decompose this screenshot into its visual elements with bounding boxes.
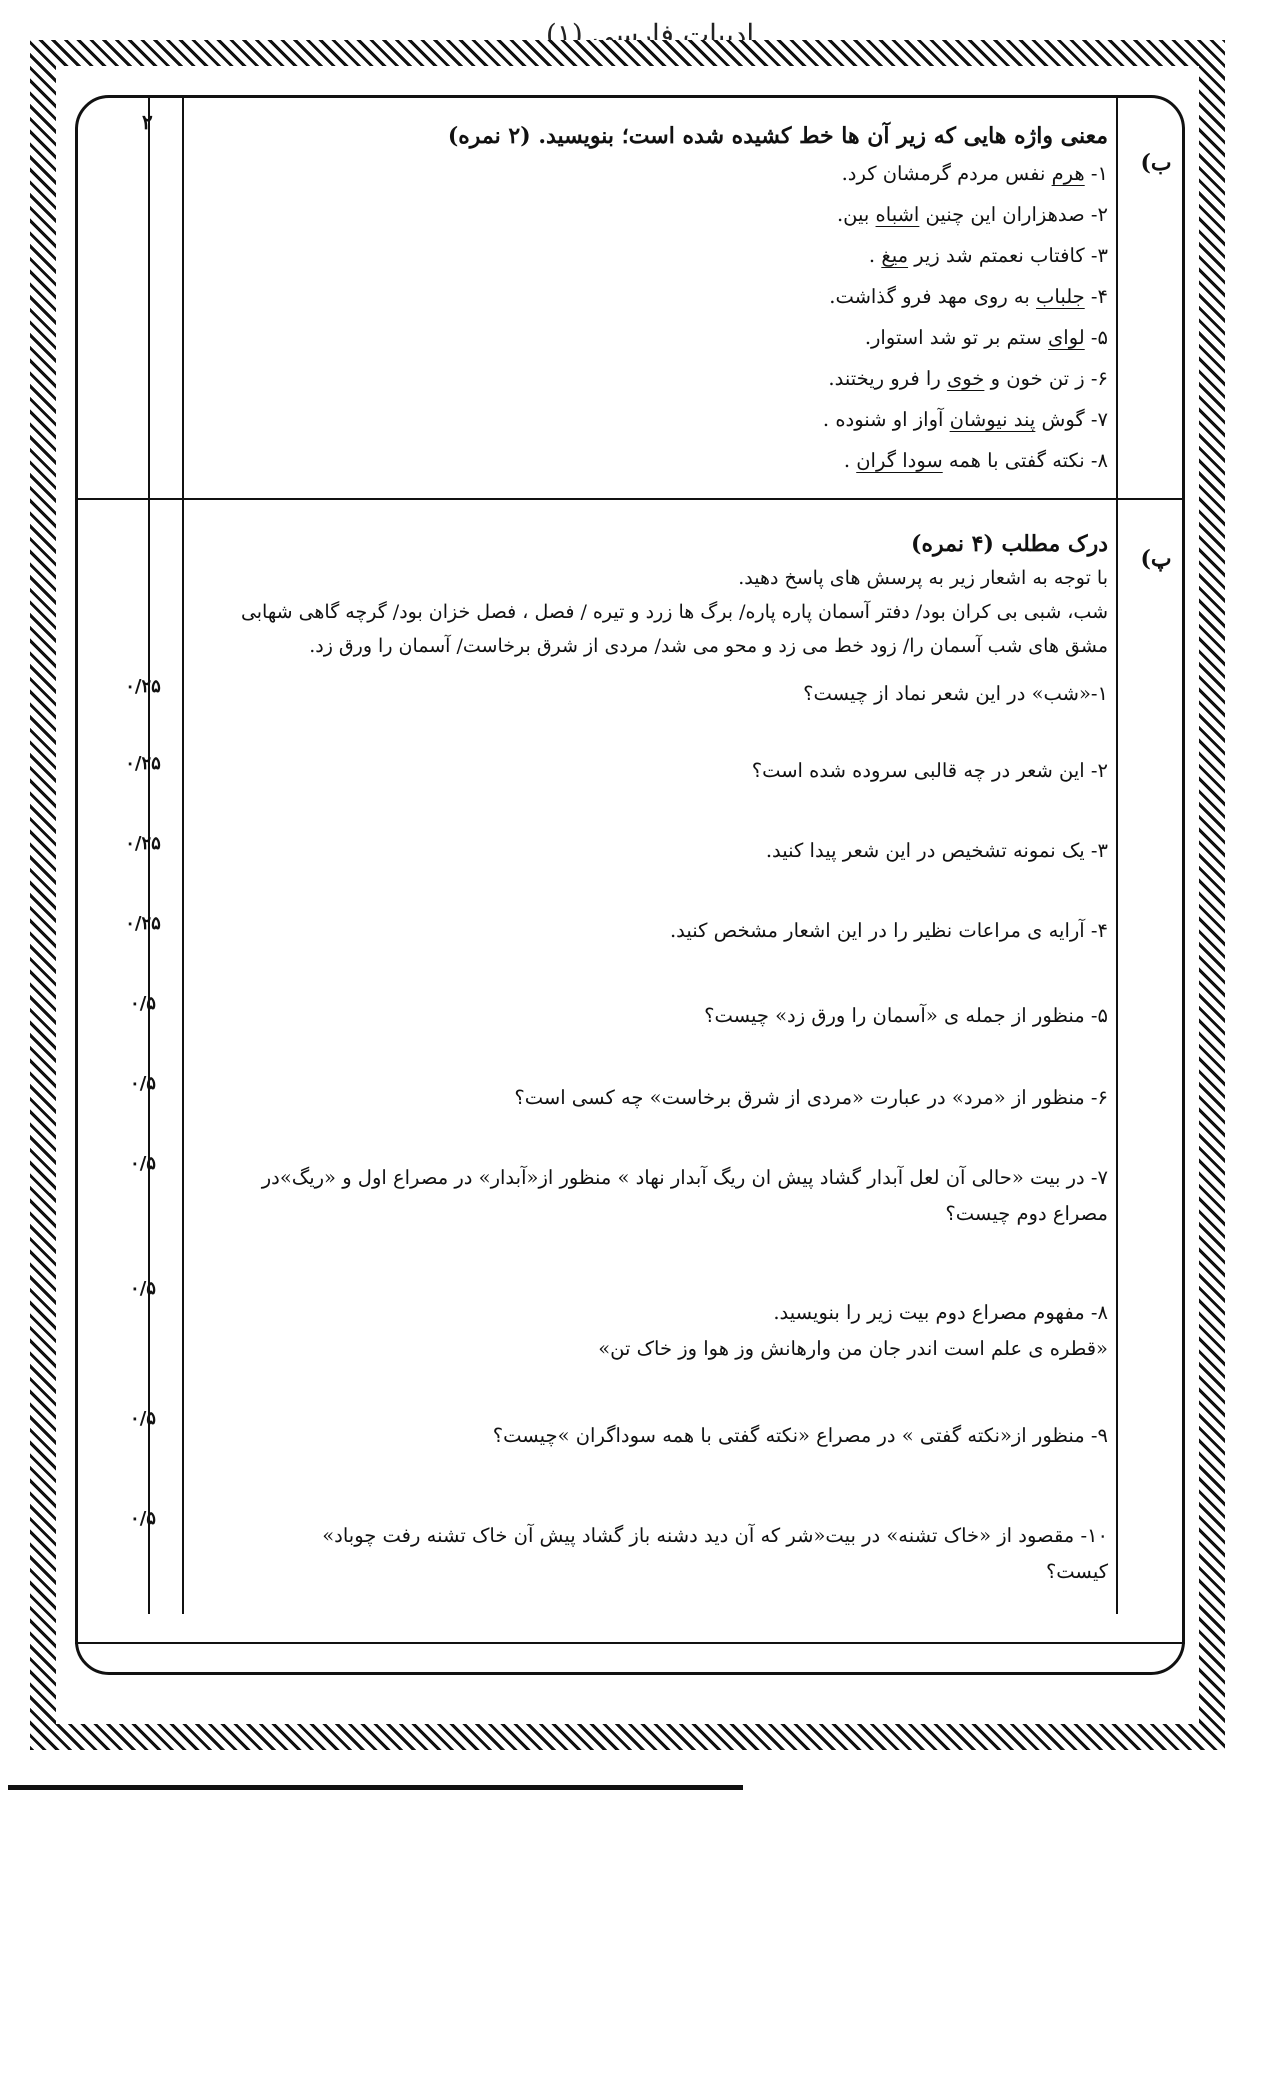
poem-line-1: شب، شبی بی کران بود/ دفتر آسمان پاره پاره/ برگ ها زرد و تیره / فصل ، فصل خزان بود/ گرچه گاهی شهابی [240,601,1108,623]
section-p-title: درک مطلب (۴ نمره) [911,531,1108,557]
score-column-divider-inner [182,98,184,1614]
question-8-line-2: «قطره ی علم است اندر جان من وارهانش وز هوا وز خاک تن» [598,1337,1108,1360]
score-2: ۰/۲۵ [125,753,161,774]
question-10-line-1: ۱۰- مقصود از «خاک تشنه» در بیت«شر که آن دید دشنه باز گشاد پیش آن خاک تشنه رفت چوباد» [322,1524,1108,1547]
section-b-letter: ب) [1140,150,1172,176]
exam-frame [75,95,1185,1675]
score-9: ۰/۵ [130,1408,156,1429]
score-3: ۰/۲۵ [125,833,161,854]
question-10 [196,1518,1108,1590]
section-b-content [196,120,1108,481]
question-5: ۵- منظور از جمله ی «آسمان را ورق زد» چیست؟ [704,1004,1108,1027]
section-p-header [196,528,1108,663]
question-1: ۱-«شب» در این شعر نماد از چیست؟ [803,682,1108,705]
vocab-item-5: ۵- لوای ستم بر تو شد استوار. [864,326,1108,349]
vocab-item-6: ۶- ز تن خون و خوی را فرو ریختند. [828,367,1108,390]
question-9: ۹- منظور از«نکته گفتی » در مصراع «نکته گفتی با همه سوداگران »چیست؟ [492,1424,1108,1447]
section-row-divider [78,498,1182,500]
vocab-item-3: ۳- کافتاب نعمتم شد زیر میغ . [868,244,1108,267]
section-p-letter: پ) [1140,546,1172,572]
vocab-item-4: ۴- جلباب به روی مهد فرو گذاشت. [829,285,1108,308]
vocabulary-list [196,153,1108,481]
vocab-item-2: ۲- صدهزاران این چنین اشباه بین. [836,203,1108,226]
question-7-line-1: ۷- در بیت «حالی آن لعل آبدار گشاد پیش ان ریگ آبدار نهاد » منظور از«آبدار» در مصراع اول و «ریگ»در [261,1166,1108,1189]
score-1: ۰/۲۵ [125,676,161,697]
question-7-line-2: مصراع دوم چیست؟ [945,1202,1108,1225]
question-4: ۴- آرایه ی مراعات نظیر را در این اشعار مشخص کنید. [669,919,1108,942]
score-4: ۰/۲۵ [125,913,161,934]
frame-footer-line [75,1642,1185,1644]
question-6: ۶- منظور از «مرد» در عبارت «مردی از شرق برخاست» چه کسی است؟ [514,1086,1108,1109]
vocab-item-1: ۱- هرم نفس مردم گرمشان کرد. [841,162,1108,185]
question-3: ۳- یک نمونه تشخیص در این شعر پیدا کنید. [765,839,1108,862]
handwritten-title: ادبیات فارسی (۱) [545,18,755,51]
score-6: ۰/۵ [130,1073,156,1094]
vocab-item-8: ۸- نکته گفتی با همه سودا گران . [843,449,1108,472]
poem-line-2: مشق های شب آسمان را/ زود خط می زد و محو می شد/ مردی از شرق برخاست/ آسمان را ورق زد. [309,635,1108,657]
score-8: ۰/۵ [130,1278,156,1299]
vocab-item-7: ۷- گوش پند نیوشان آواز او شنوده . [822,408,1108,431]
section-column-divider [1116,98,1118,1614]
score-7: ۰/۵ [130,1153,156,1174]
section-b-title: معنی واژه هایی که زیر آن ها خط کشیده شده است؛ بنویسید. (۲ نمره) [447,123,1108,149]
question-10-line-2: کیست؟ [1045,1560,1108,1583]
page-number: ۲ [142,110,153,134]
section-p-intro: با توجه به اشعار زیر به پرسش های پاسخ دهید. [738,567,1108,589]
question-2: ۲- این شعر در چه قالبی سروده شده است؟ [751,759,1108,782]
question-7 [196,1160,1108,1232]
question-8 [196,1295,1108,1367]
page-bottom-rule [8,1785,743,1790]
question-8-line-1: ۸- مفهوم مصراع دوم بیت زیر را بنویسید. [773,1301,1108,1324]
score-10: ۰/۵ [130,1508,156,1529]
score-column-divider-outer [148,98,150,1614]
score-5: ۰/۵ [130,993,156,1014]
